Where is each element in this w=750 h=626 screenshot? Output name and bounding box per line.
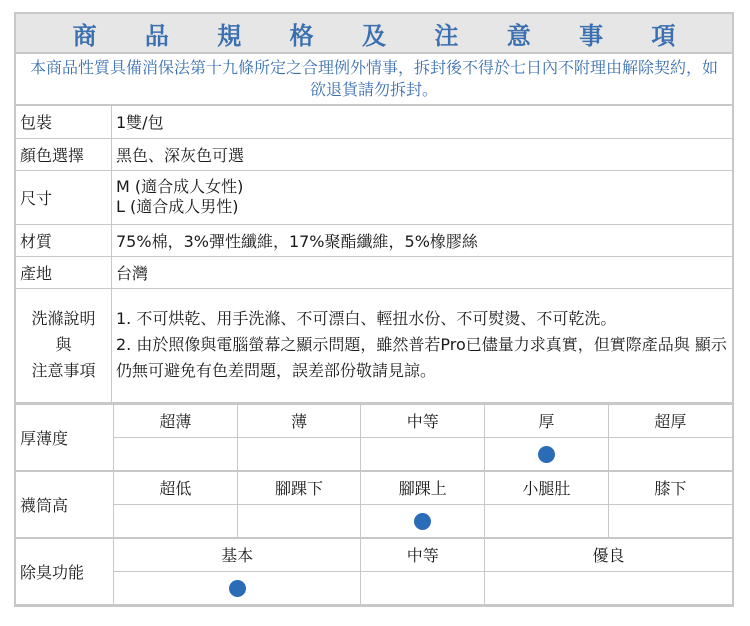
spec-label: 洗滌說明 與 注意事項 [16, 288, 112, 402]
spec-row-packaging [16, 106, 732, 138]
rating-option: 基本 [114, 538, 361, 572]
spec-row-origin [16, 256, 732, 288]
rating-header-sock-height [16, 471, 732, 505]
selected-level-dot [414, 513, 431, 530]
rating-option: 厚 [485, 404, 609, 438]
spec-label: 顏色選擇 [16, 138, 112, 170]
selected-level-dot [538, 446, 555, 463]
care-note-1: 1. 不可烘乾、用手洗滌、不可漂白、輕扭水份、不可熨燙、不可乾洗。 [116, 309, 617, 328]
spec-row-color [16, 138, 732, 170]
return-notice [16, 54, 732, 106]
notice-text: 本商品性質具備消保法第十九條所定之合理例外情事，拆封後不得於七日內不附理由解除契約，如欲退貨請勿拆封。 [29, 58, 718, 99]
spec-value: 黑色、深灰色可選 [112, 138, 733, 170]
rating-option: 中等 [361, 404, 485, 438]
rating-label: 除臭功能 [16, 538, 114, 605]
rating-cell [237, 504, 361, 538]
rating-marks-deodorant [16, 571, 732, 604]
rating-table [16, 403, 732, 605]
spec-label: 尺寸 [16, 170, 112, 224]
rating-option: 優良 [485, 538, 732, 572]
care-note-2: 2. 由於照像與電腦螢幕之顯示問題，雖然普若Pro已儘量力求真實，但實際產品與 顯示仍無可避免有色差問題，誤差部份敬請見諒。 [116, 335, 727, 380]
page-title: 商 品 規 格 及 注 意 事 項 [72, 21, 696, 50]
rating-header-deodorant [16, 538, 732, 572]
spec-value [112, 288, 733, 402]
rating-cell [361, 571, 485, 604]
rating-label: 襪筒高 [16, 471, 114, 538]
rating-cell [485, 437, 609, 471]
rating-cell [608, 504, 732, 538]
rating-cell [608, 437, 732, 471]
rating-option: 薄 [237, 404, 361, 438]
rating-cell [361, 504, 485, 538]
rating-marks-thickness [16, 437, 732, 471]
spec-row-care [16, 288, 732, 402]
rating-option: 中等 [361, 538, 485, 572]
spec-value: M (適合成人女性) L (適合成人男性) [112, 170, 733, 224]
rating-header-thickness [16, 404, 732, 438]
spec-label: 產地 [16, 256, 112, 288]
title-bar [16, 14, 732, 54]
spec-table [16, 106, 732, 403]
rating-option: 超厚 [608, 404, 732, 438]
selected-level-dot [229, 580, 246, 597]
rating-cell [361, 437, 485, 471]
rating-cell [485, 504, 609, 538]
rating-option: 腳踝上 [361, 471, 485, 505]
spec-sheet [14, 12, 734, 607]
rating-cell [114, 437, 238, 471]
spec-row-material [16, 224, 732, 256]
rating-cell [114, 504, 238, 538]
rating-cell [485, 571, 732, 604]
spec-label: 包裝 [16, 106, 112, 138]
rating-option: 膝下 [608, 471, 732, 505]
spec-value: 台灣 [112, 256, 733, 288]
rating-option: 超低 [114, 471, 238, 505]
rating-cell [237, 437, 361, 471]
spec-value: 1雙/包 [112, 106, 733, 138]
rating-label: 厚薄度 [16, 404, 114, 471]
rating-option: 小腿肚 [485, 471, 609, 505]
rating-marks-sock-height [16, 504, 732, 538]
spec-value: 75%棉，3%彈性纖維，17%聚酯纖維，5%橡膠絲 [112, 224, 733, 256]
rating-option: 超薄 [114, 404, 238, 438]
spec-row-size [16, 170, 732, 224]
rating-cell [114, 571, 361, 604]
rating-option: 腳踝下 [237, 471, 361, 505]
spec-label: 材質 [16, 224, 112, 256]
